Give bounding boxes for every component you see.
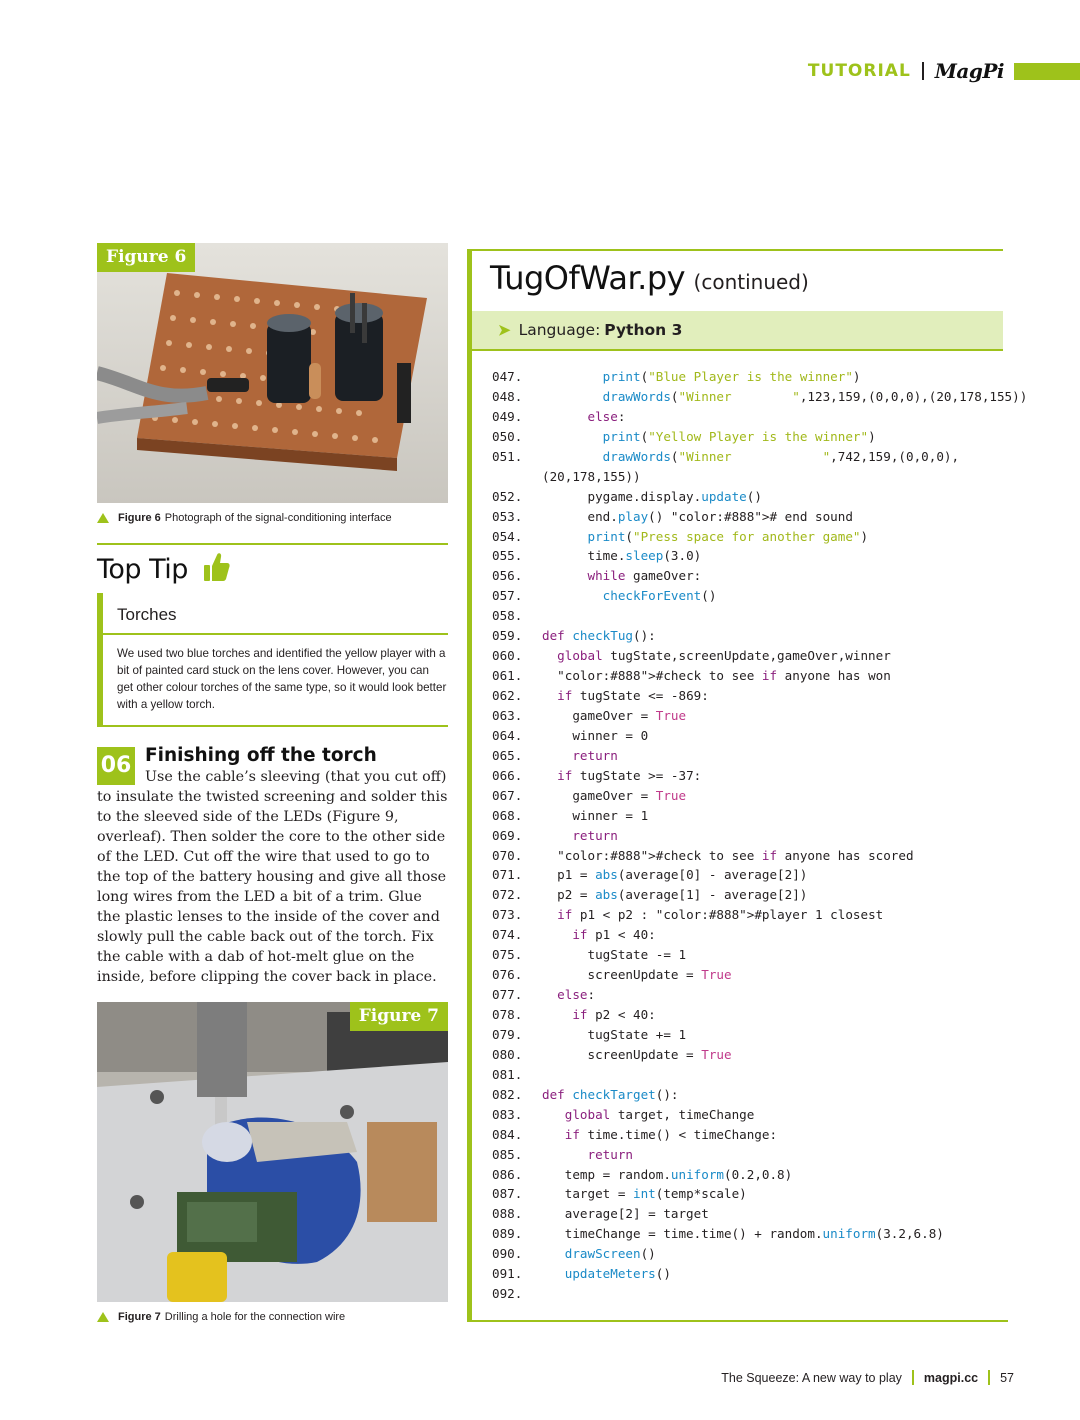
code-top-rule [472, 249, 1003, 251]
code-line [472, 1085, 1003, 1105]
code-text: else: [557, 987, 596, 1003]
line-number: 083. [492, 1106, 523, 1122]
language-label: Language: [518, 321, 601, 339]
line-number: 075. [492, 947, 523, 963]
code-line [472, 1105, 1003, 1125]
code-text: average[2] = target [542, 1206, 709, 1222]
code-line [472, 566, 1003, 586]
line-number: 092. [492, 1286, 523, 1302]
language-bar [472, 311, 1003, 351]
code-line [472, 766, 1003, 786]
line-number: 087. [492, 1186, 523, 1202]
code-text: if tugState >= -37: [557, 767, 702, 783]
code-text: return [587, 1146, 633, 1162]
code-line [472, 706, 1003, 726]
code-line [472, 427, 1003, 447]
code-text: if p1 < p2 : "color:#888">#player 1 closest [557, 907, 884, 923]
code-line [472, 1244, 1003, 1264]
line-number: 060. [492, 648, 523, 664]
line-number: 054. [492, 528, 523, 544]
code-text: if p1 < 40: [572, 927, 656, 943]
line-number: 081. [492, 1066, 523, 1082]
code-text: if time.time() < timeChange: [564, 1126, 778, 1142]
line-number: 071. [492, 867, 523, 883]
chevron-right-icon: ➤ [498, 322, 511, 339]
language-value: Python 3 [604, 321, 683, 339]
code-text: if p2 < 40: [572, 1007, 656, 1022]
code-line [472, 606, 1003, 626]
page-number: 57 [1000, 1370, 1014, 1385]
line-number: 082. [492, 1086, 523, 1102]
code-line [472, 826, 1003, 846]
line-number: 067. [492, 787, 523, 803]
code-text: if tugState <= -869: [557, 688, 709, 703]
code-text: winner = 1 [542, 807, 649, 823]
line-number: 073. [492, 907, 523, 923]
line-number: 074. [492, 927, 523, 943]
line-number: 049. [492, 408, 523, 424]
line-number: 065. [492, 747, 523, 763]
code-line [472, 885, 1003, 905]
line-number: 063. [492, 707, 523, 723]
top-tip-body: We used two blue torches and identified the yellow player with a bit of painted card stuck on the lens cover. However, you can get other colour torches of the same type, so it would look better with a yellow torch. [103, 635, 448, 727]
figure-6-label: Figure 6 [97, 243, 195, 272]
footer-article-title: The Squeeze: A new way to play [721, 1370, 902, 1385]
code-line [472, 367, 1003, 387]
code-line [472, 726, 1003, 746]
line-number: 066. [492, 767, 523, 783]
top-tip-subhead: Torches [103, 593, 448, 635]
step-06-section [97, 745, 448, 987]
code-line [472, 1165, 1003, 1185]
code-line [472, 467, 1003, 487]
code-line [472, 1184, 1003, 1204]
page-footer [721, 1370, 1014, 1385]
code-line [472, 905, 1003, 925]
line-number: 057. [492, 588, 523, 604]
line-number: 061. [492, 668, 523, 684]
code-line [472, 686, 1003, 706]
code-line [472, 806, 1003, 826]
line-number: 064. [492, 727, 523, 743]
line-number: 055. [492, 548, 523, 564]
line-number: 080. [492, 1046, 523, 1062]
code-text: (20,178,155)) [542, 468, 641, 484]
code-line [472, 846, 1003, 866]
code-text: return [572, 747, 618, 763]
line-number: 052. [492, 488, 523, 504]
code-line [472, 666, 1003, 686]
line-number: 076. [492, 967, 523, 983]
footer-divider [912, 1370, 914, 1385]
code-text: print("Press space for another game") [587, 528, 869, 544]
code-line [472, 925, 1003, 945]
code-text: updateMeters() [564, 1266, 671, 1282]
code-line [472, 1204, 1003, 1224]
figure-7-label: Figure 7 [350, 1002, 448, 1031]
code-line [472, 387, 1028, 407]
caption-triangle-icon [97, 1312, 109, 1322]
code-line [472, 447, 1003, 467]
code-text: temp = random.uniform(0.2,0.8) [542, 1166, 793, 1182]
code-line [472, 1045, 1003, 1065]
line-number: 086. [492, 1166, 523, 1182]
magpi-logo: MagPi [934, 59, 1004, 83]
code-line [472, 487, 1003, 507]
code-continued: (continued) [693, 270, 809, 294]
code-line [472, 1284, 1003, 1304]
line-number: 069. [492, 827, 523, 843]
footer-divider [988, 1370, 990, 1385]
code-text: target = int(temp*scale) [542, 1186, 747, 1202]
drill-press-illustration [97, 1002, 448, 1302]
code-text: gameOver = True [542, 787, 687, 803]
code-lines [472, 367, 1028, 1304]
code-text: global tugState,screenUpdate,gameOver,winner [557, 648, 891, 664]
circuit-board-illustration [97, 243, 448, 503]
code-line [472, 965, 1003, 985]
line-number: 072. [492, 887, 523, 903]
code-text: screenUpdate = True [542, 967, 732, 983]
line-number: 059. [492, 628, 523, 644]
code-line [472, 507, 1003, 527]
code-line [472, 546, 1003, 566]
code-line [472, 626, 1003, 646]
code-line [472, 786, 1003, 806]
code-text: print("Blue Player is the winner") [602, 369, 861, 384]
line-number: 088. [492, 1206, 523, 1222]
code-listing-panel [467, 249, 1028, 1322]
code-text: "color:#888">#check to see if anyone has won [557, 668, 891, 684]
code-text: print("Yellow Player is the winner") [602, 428, 876, 444]
code-text: drawScreen() [564, 1246, 656, 1262]
code-text: while gameOver: [587, 568, 702, 584]
running-header [808, 60, 1080, 82]
code-text: tugState -= 1 [542, 947, 687, 963]
code-text: p2 = abs(average[1] - average[2]) [542, 887, 808, 903]
code-text: gameOver = True [542, 707, 687, 723]
line-number: 047. [492, 369, 523, 384]
header-divider [922, 62, 924, 80]
code-text: drawWords("Winner ",123,159,(0,0,0),(20,178,155)) [602, 388, 1028, 404]
line-number: 085. [492, 1146, 523, 1162]
code-text: def checkTarget(): [542, 1086, 679, 1102]
code-bottom-rule [472, 1320, 1008, 1322]
code-text: global target, timeChange [564, 1106, 755, 1122]
line-number: 050. [492, 428, 523, 444]
line-number: 058. [492, 608, 523, 624]
code-text: drawWords("Winner ",742,159,(0,0,0), [602, 448, 960, 464]
code-line [472, 1145, 1003, 1165]
line-number: 070. [492, 847, 523, 863]
code-line [472, 1125, 1003, 1145]
code-text: pygame.display.update() [542, 488, 762, 504]
figure-7-caption: Figure 7 Drilling a hole for the connection wire [97, 1311, 345, 1323]
code-text: else: [587, 408, 626, 424]
top-tip-title: Top Tip [97, 553, 188, 585]
caption-triangle-icon [97, 513, 109, 523]
code-text: p1 = abs(average[0] - average[2]) [542, 867, 808, 883]
line-number: 053. [492, 508, 523, 524]
step-body-text: Use the cable’s sleeving (that you cut off) to insulate the twisted screening and solder this to the sleeved side of the LEDs (Figure 9, overleaf). Then solder the core to the other side of the LED. Cut off the wire that used to go to the top of the battery housing and give all those long wires from the LED a bit of a trim. Glue the plastic lenses to the inside of the cover and slowly pull the cable back out of the torch. Fix the cable with a dab of hot-melt glue on the inside, before clipping the cover back in place. [97, 769, 448, 985]
line-number: 077. [492, 987, 523, 1003]
code-text: screenUpdate = True [542, 1046, 732, 1062]
line-number: 091. [492, 1266, 523, 1282]
code-line [472, 1025, 1003, 1045]
code-text: def checkTug(): [542, 628, 656, 644]
code-text: return [572, 827, 618, 843]
code-line [472, 1005, 1003, 1025]
code-text: "color:#888">#check to see if anyone has scored [557, 847, 914, 863]
code-line [472, 1264, 1003, 1284]
line-number: 084. [492, 1126, 523, 1142]
code-line [472, 1065, 1003, 1085]
line-number: 078. [492, 1007, 523, 1022]
line-number: 048. [492, 388, 523, 404]
code-line [472, 407, 1003, 427]
figure-6-caption: Figure 6 Photograph of the signal-conditioning interface [97, 512, 392, 524]
code-line [472, 746, 1003, 766]
code-line [472, 646, 1003, 666]
figure-7-photo [97, 1002, 448, 1302]
line-number: 068. [492, 807, 523, 823]
step-number-badge: 06 [97, 747, 135, 785]
step-heading: Finishing off the torch [145, 745, 377, 766]
code-line [472, 586, 1003, 606]
code-text: winner = 0 [542, 727, 649, 743]
top-tip-box [97, 543, 448, 727]
code-text: timeChange = time.time() + random.uniform(3.2,6.8) [542, 1226, 944, 1242]
thumbs-up-icon [204, 552, 230, 587]
code-line [472, 945, 1003, 965]
code-text: time.sleep(3.0) [542, 548, 702, 564]
line-number: 051. [492, 448, 523, 464]
code-line [472, 865, 1003, 885]
line-number: 056. [492, 568, 523, 584]
code-line [472, 527, 1003, 547]
line-number: 079. [492, 1026, 523, 1042]
line-number: 089. [492, 1226, 523, 1242]
code-text: checkForEvent() [602, 588, 717, 604]
line-number: 090. [492, 1246, 523, 1262]
code-line [472, 1224, 1003, 1244]
code-text: end.play() "color:#888"># end sound [542, 508, 853, 524]
header-accent-bar [1014, 63, 1080, 80]
footer-site: magpi.cc [923, 1370, 979, 1385]
section-label: TUTORIAL [807, 61, 911, 81]
code-text: tugState += 1 [542, 1026, 687, 1042]
code-filename: TugOfWar.py [490, 259, 686, 297]
figure-6-photo [97, 243, 448, 503]
code-line [472, 985, 1003, 1005]
code-title [490, 259, 809, 297]
line-number: 062. [492, 688, 523, 703]
